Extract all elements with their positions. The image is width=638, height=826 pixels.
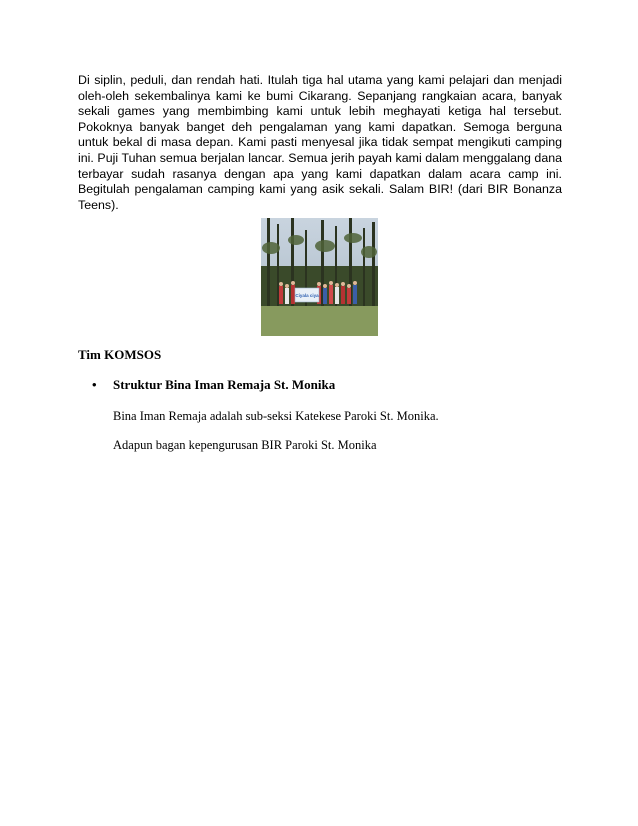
article-paragraph: Di siplin, peduli, dan rendah hati. Itulah tiga hal utama yang kami pelajari dan menjadi oleh-oleh sekembalinya kami ke bumi Cikarang. Sepanjang rangkaian acara, banyak sekali games yang membimbing kami untuk lebih meghayati ketiga hal tersebut. Pokoknya banyak banget deh pengalaman yang kami dapatkan. Semoga berguna untuk bekal di masa depan. Kami pasti menyesal jika tidak sempat mengikuti camping ini. Puji Tuhan semua berjalan lancar. Semua jerih payah kami dalam menggalang dana terbayar sudah rasanya dengan apa yang kami dapatkan dalam acara camp ini. Begitulah pengalaman camping kami yang asik sekali. Salam BIR! (dari BIR Bonanza Teens). xyxy=(78,73,562,212)
photo-banner-text: Ciyala ciya xyxy=(295,293,319,298)
photo-grass xyxy=(261,306,378,336)
bullet-title: Struktur Bina Iman Remaja St. Monika xyxy=(113,377,336,392)
bullet-description-line: Bina Iman Remaja adalah sub-seksi Katekese Paroki St. Monika. xyxy=(113,409,439,423)
bullet-description-line: Adapun bagan kepengurusan BIR Paroki St. Monika xyxy=(113,438,377,452)
bullet-marker: • xyxy=(92,377,97,392)
section-heading: Tim KOMSOS xyxy=(78,347,162,362)
camping-group-photo xyxy=(261,218,378,336)
